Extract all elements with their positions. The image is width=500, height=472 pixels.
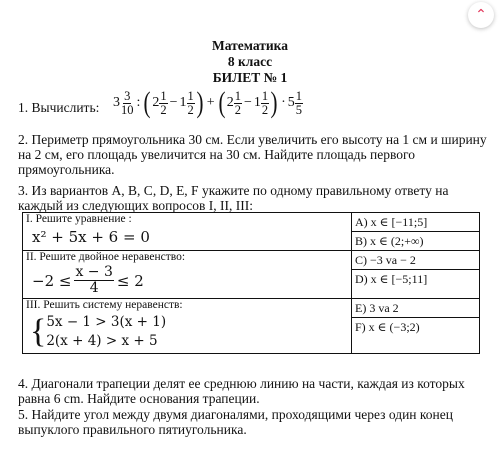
question-2: 2. Периметр прямоугольника 30 см. Если увеличить его высоту на 1 см и ширину на 2 см, его площадь увеличится на 30 см. Найдите площадь первого прямоугольника. [18,132,487,177]
mixed-e [254,90,269,117]
mixed-b [152,90,167,117]
right-paren: ) [196,86,204,119]
fraction [295,90,303,117]
inequality-left: −2 ≤ [32,271,72,290]
row-label: III. Решить систему неравенств: [26,299,183,311]
numerator: 1 [295,88,303,103]
fraction [159,90,167,117]
answer-option[interactable]: A) x ∈ [−11;5] [355,215,428,229]
chevron-up-icon: ⌃ [475,7,487,23]
question-4: 4. Диагонали трапеции делят ее среднюю линию на части, каждая из которых равна 6 cm. Найдите основания трапеции. [18,376,465,406]
denominator: 10 [121,102,134,117]
table-row [23,213,480,251]
ticket-title: БИЛЕТ № 1 [212,70,288,85]
operator: · [281,95,286,110]
question-cell [23,299,352,354]
mixed-a [113,90,135,117]
question-1-label: 1. Вычислить: [18,100,100,115]
denominator: 4 [89,280,99,296]
left-paren: ( [218,86,226,119]
answers-cell [352,213,480,251]
scroll-top-button[interactable] [468,2,494,28]
denominator: 2 [160,102,167,117]
question-5: 5. Найдите угол между двумя диагоналями, проходящими через один конец выпуклого правильного пятиугольника. [18,407,453,437]
whole: 1 [179,95,187,110]
numerator: x − 3 [75,264,113,280]
operator: − [169,95,178,110]
answers-cell [352,299,480,354]
answers-cell [352,251,480,299]
denominator: 2 [261,102,269,117]
numerator: 1 [261,88,269,103]
operator: + [206,95,215,110]
answer-table [22,212,480,354]
row-label: II. Решите двойное неравенство: [26,251,186,263]
whole: 3 [113,95,120,110]
answer-option[interactable]: E) 3 va 2 [355,301,399,315]
table-row [23,251,480,299]
double-inequality [26,264,348,298]
answer-option[interactable]: C) −3 va − 2 [355,253,416,267]
whole: 2 [152,95,160,110]
mixed-d [227,90,242,117]
fraction [74,265,113,296]
whole: 1 [253,95,261,110]
mixed-c [180,90,195,117]
question-1-expression [113,88,303,118]
system-brace: { [30,313,47,350]
system-lines [46,313,166,351]
mixed-f [288,90,303,117]
grade-title: 8 класс [227,54,273,69]
fraction [120,90,135,117]
answer-option[interactable]: F) x ∈ (−3;2) [352,317,479,336]
denominator: 2 [187,102,194,117]
whole: 2 [226,95,234,110]
question-cell [23,251,352,299]
denominator: 5 [295,102,303,117]
numerator: 1 [234,88,241,103]
fraction [234,90,242,117]
right-paren: ) [270,86,278,119]
denominator: 2 [234,102,241,117]
system-line: 5x − 1 > 3(x + 1) [46,314,167,330]
question-cell [23,213,352,251]
question-3: 3. Из вариантов A, B, C, D, E, F укажите по одному правильному ответу на каждый из следующих вопросов I, II, III: [18,183,449,213]
subject-title: Математика [211,38,288,53]
numerator: 1 [187,88,194,103]
table-row [23,299,480,354]
inequality-right: ≤ 2 [116,271,144,290]
answer-option[interactable]: B) x ∈ (2;+∞) [352,231,479,250]
fraction [261,90,269,117]
operator: : [136,95,141,110]
left-paren: ( [143,86,151,119]
row-label: I. Решите уравнение : [26,213,132,225]
whole: 5 [287,95,295,110]
inequality-system [26,312,348,353]
numerator: 3 [124,88,131,103]
operator: − [243,95,252,110]
fraction [187,90,195,117]
numerator: 1 [160,88,167,103]
answer-option[interactable]: D) x ∈ [−5;11] [352,269,479,288]
system-line: 2(x + 4) > x + 5 [46,333,158,349]
equation: x² + 5x + 6 = 0 [32,228,150,246]
